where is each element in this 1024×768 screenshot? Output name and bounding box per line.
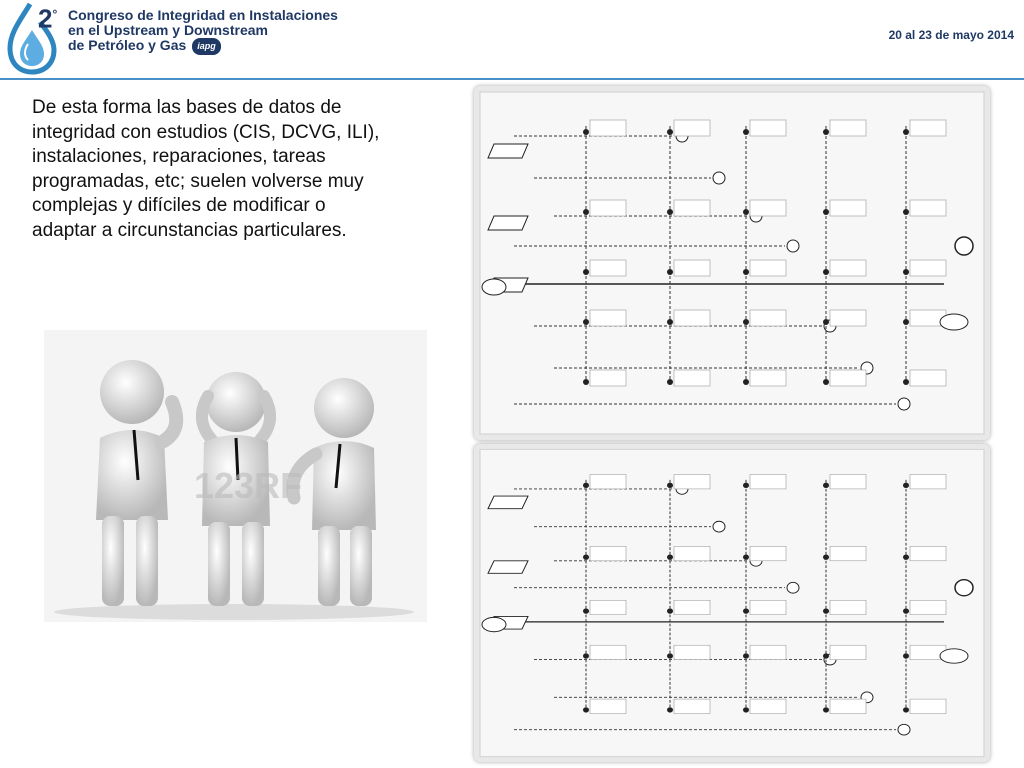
flow-junction-dot [743, 209, 749, 215]
flow-end-terminal [940, 649, 968, 663]
flow-junction-dot [583, 209, 589, 215]
slide-header [0, 0, 1024, 78]
flow-junction-dot [903, 608, 909, 613]
flow-step-box [750, 645, 786, 659]
title-line-3: de Petróleo y Gas iapg [68, 38, 338, 55]
flow-junction-dot [583, 269, 589, 275]
flow-step-box [830, 200, 866, 216]
three-figures-image [44, 330, 427, 622]
flow-input-parallelogram [488, 496, 528, 509]
flow-step-box [830, 699, 866, 713]
flow-junction-dot [667, 269, 673, 275]
flow-step-box [590, 546, 626, 560]
flow-step-box [910, 699, 946, 713]
flow-junction-dot [903, 209, 909, 215]
flow-node-circle [787, 582, 799, 593]
flow-step-box [750, 310, 786, 326]
flow-input-parallelogram [488, 216, 528, 230]
iapg-badge: iapg [192, 38, 221, 55]
flowchart-diagram-bottom [474, 444, 990, 762]
flow-step-box [830, 475, 866, 489]
flow-node-circle [787, 240, 799, 252]
flow-step-box [910, 260, 946, 276]
flow-step-box [830, 546, 866, 560]
flow-junction-dot [823, 209, 829, 215]
flow-final-circle [955, 237, 973, 255]
flow-input-parallelogram [488, 561, 528, 574]
flow-junction-dot [823, 483, 829, 488]
flow-step-box [674, 200, 710, 216]
flow-junction-dot [743, 129, 749, 135]
flow-step-box [750, 600, 786, 614]
flow-step-box [910, 200, 946, 216]
flow-step-box [750, 546, 786, 560]
flow-step-box [750, 370, 786, 386]
flow-step-box [830, 120, 866, 136]
flow-node-circle [713, 172, 725, 184]
flow-junction-dot [743, 269, 749, 275]
flow-junction-dot [583, 483, 589, 488]
title-line-2: en el Upstream y Downstream [68, 22, 268, 38]
flow-step-box [830, 370, 866, 386]
flow-step-box [910, 120, 946, 136]
flow-junction-dot [903, 129, 909, 135]
congress-drop-logo [4, 0, 68, 76]
flow-junction-dot [583, 379, 589, 385]
flow-node-circle [713, 521, 725, 532]
flow-step-box [910, 600, 946, 614]
flow-junction-dot [823, 129, 829, 135]
flow-junction-dot [583, 129, 589, 135]
flow-step-box [674, 475, 710, 489]
flow-step-box [590, 645, 626, 659]
flow-step-box [674, 546, 710, 560]
flow-junction-dot [667, 554, 673, 559]
flow-step-box [674, 120, 710, 136]
flow-junction-dot [903, 707, 909, 712]
flow-final-circle [955, 580, 973, 596]
flow-step-box [674, 600, 710, 614]
flow-node-circle [898, 398, 910, 410]
flow-step-box [590, 600, 626, 614]
flow-junction-dot [583, 608, 589, 613]
flow-step-box [590, 200, 626, 216]
flow-step-box [830, 310, 866, 326]
congress-title [68, 8, 338, 55]
flow-junction-dot [743, 653, 749, 658]
flow-step-box [910, 546, 946, 560]
flow-node-circle [898, 724, 910, 735]
flow-junction-dot [903, 653, 909, 658]
flow-end-terminal [940, 314, 968, 330]
main-paragraph: De esta forma las bases de datos de integridad con estudios (CIS, DCVG, ILI), instalaciones, reparaciones, tareas programadas, etc; suelen volverse muy complejas y difíciles de modificar o adaptar a circunstancias particulares. [32, 97, 380, 241]
flow-junction-dot [903, 483, 909, 488]
flow-step-box [590, 260, 626, 276]
flow-junction-dot [743, 379, 749, 385]
flow-step-box [590, 120, 626, 136]
flow-step-box [674, 310, 710, 326]
flow-junction-dot [903, 554, 909, 559]
flow-step-box [674, 260, 710, 276]
flow-junction-dot [583, 653, 589, 658]
flow-step-box [674, 645, 710, 659]
flow-junction-dot [667, 653, 673, 658]
flow-step-box [590, 370, 626, 386]
flow-junction-dot [667, 707, 673, 712]
flow-junction-dot [903, 269, 909, 275]
flow-junction-dot [667, 483, 673, 488]
flow-step-box [590, 699, 626, 713]
flow-junction-dot [667, 319, 673, 325]
flow-junction-dot [823, 319, 829, 325]
flow-step-box [674, 370, 710, 386]
flow-junction-dot [667, 129, 673, 135]
flow-step-box [590, 310, 626, 326]
title-line-1: Congreso de Integridad en Instalaciones [68, 7, 338, 23]
flow-junction-dot [743, 483, 749, 488]
flow-junction-dot [583, 707, 589, 712]
people-illustration [44, 330, 427, 622]
flow-step-box [830, 260, 866, 276]
flow-junction-dot [583, 554, 589, 559]
flow-junction-dot [667, 608, 673, 613]
header-divider [0, 78, 1024, 80]
flow-junction-dot [823, 608, 829, 613]
event-date: 20 al 23 de mayo 2014 [888, 28, 1014, 42]
flow-junction-dot [743, 707, 749, 712]
flow-junction-dot [667, 209, 673, 215]
flow-junction-dot [823, 269, 829, 275]
flow-step-box [910, 475, 946, 489]
flow-step-box [674, 699, 710, 713]
flow-input-parallelogram [488, 144, 528, 158]
flowchart-image-bottom [474, 444, 990, 762]
figure-right [293, 378, 376, 606]
flow-start-terminal [482, 617, 506, 631]
flow-start-terminal [482, 279, 506, 295]
flow-junction-dot [823, 653, 829, 658]
flowchart-diagram-top [474, 86, 990, 440]
flow-junction-dot [823, 554, 829, 559]
flow-junction-dot [743, 554, 749, 559]
flow-junction-dot [903, 319, 909, 325]
flow-step-box [830, 600, 866, 614]
flow-junction-dot [583, 319, 589, 325]
flow-junction-dot [743, 319, 749, 325]
flow-junction-dot [743, 608, 749, 613]
flow-step-box [910, 370, 946, 386]
watermark-text: 123RF [194, 465, 303, 506]
flow-step-box [830, 645, 866, 659]
flow-junction-dot [903, 379, 909, 385]
flow-step-box [750, 120, 786, 136]
edition-number: 2° [38, 3, 58, 34]
flow-junction-dot [823, 707, 829, 712]
flow-step-box [750, 699, 786, 713]
flow-step-box [750, 260, 786, 276]
flow-junction-dot [667, 379, 673, 385]
flowchart-image-top [474, 86, 990, 440]
flow-step-box [590, 475, 626, 489]
flow-step-box [750, 200, 786, 216]
figure-left [96, 360, 176, 606]
flow-junction-dot [823, 379, 829, 385]
flow-step-box [750, 475, 786, 489]
